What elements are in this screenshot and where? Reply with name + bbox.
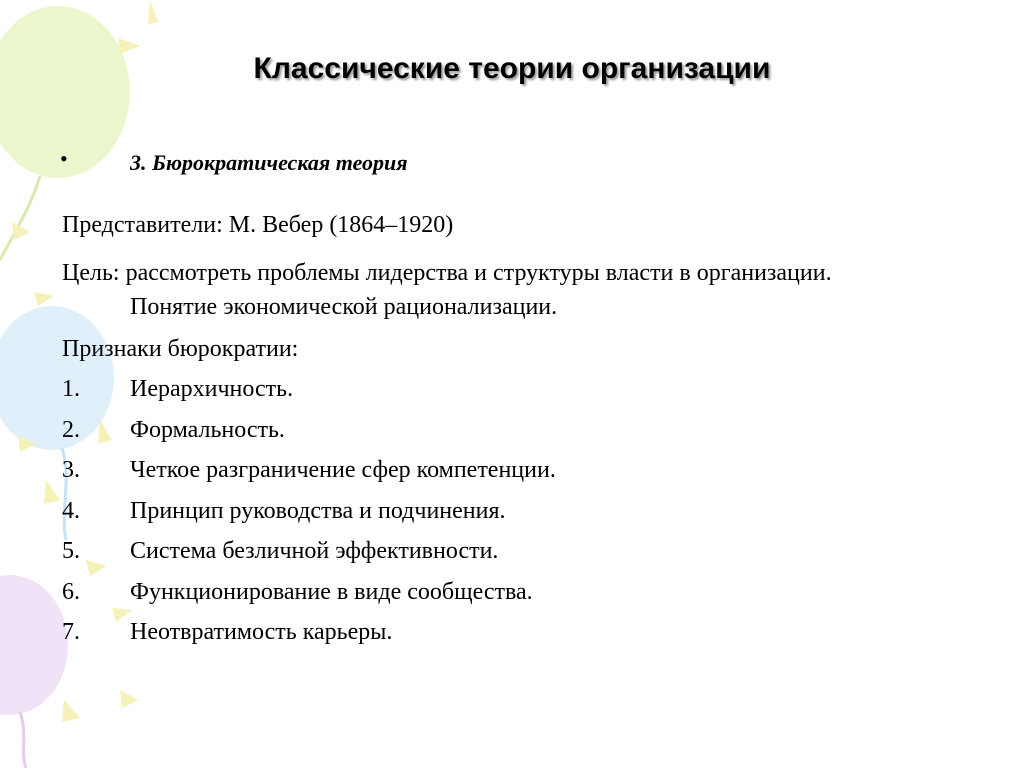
slide-title: Классические теории организации [253,52,771,85]
bullet-icon: • [60,146,68,171]
list-item-text: Принцип руководства и подчинения. [130,497,506,524]
list-item-number: 4. [62,497,80,524]
list-item-text: Функционирование в виде сообщества. [130,578,533,605]
list-item [62,615,556,656]
goal-paragraph: Цель: рассмотреть проблемы лидерства и структуры власти в организации. Понятие экономической рационализации. [62,260,832,320]
list-item [62,372,556,413]
list-item [62,575,556,616]
list-item-number: 5. [62,538,80,564]
list-item-text: Формальность. [130,416,285,443]
list-item [62,453,556,494]
representatives-line: Представители: М. Вебер (1864–1920) [62,212,454,238]
list-item-number: 1. [62,376,80,402]
list-item-number: 7. [62,619,80,645]
list-item-number: 6. [62,578,80,605]
list-item-text: Система безличной эффективности. [130,538,499,564]
bureaucracy-signs-list [62,372,556,656]
purple-balloon-icon [0,575,68,715]
list-item [62,494,556,535]
list-item-number: 3. [62,457,80,483]
list-item-number: 2. [62,416,80,443]
section-subtitle: 3. Бюрократическая теория [130,150,408,175]
list-item [62,413,556,454]
signs-heading: Признаки бюрократии: [62,336,299,362]
list-item [62,534,556,575]
list-item-text: Неотвратимость карьеры. [130,619,393,645]
list-item-text: Иерархичность. [130,376,294,402]
list-item-text: Четкое разграничение сфер компетенции. [130,457,556,483]
